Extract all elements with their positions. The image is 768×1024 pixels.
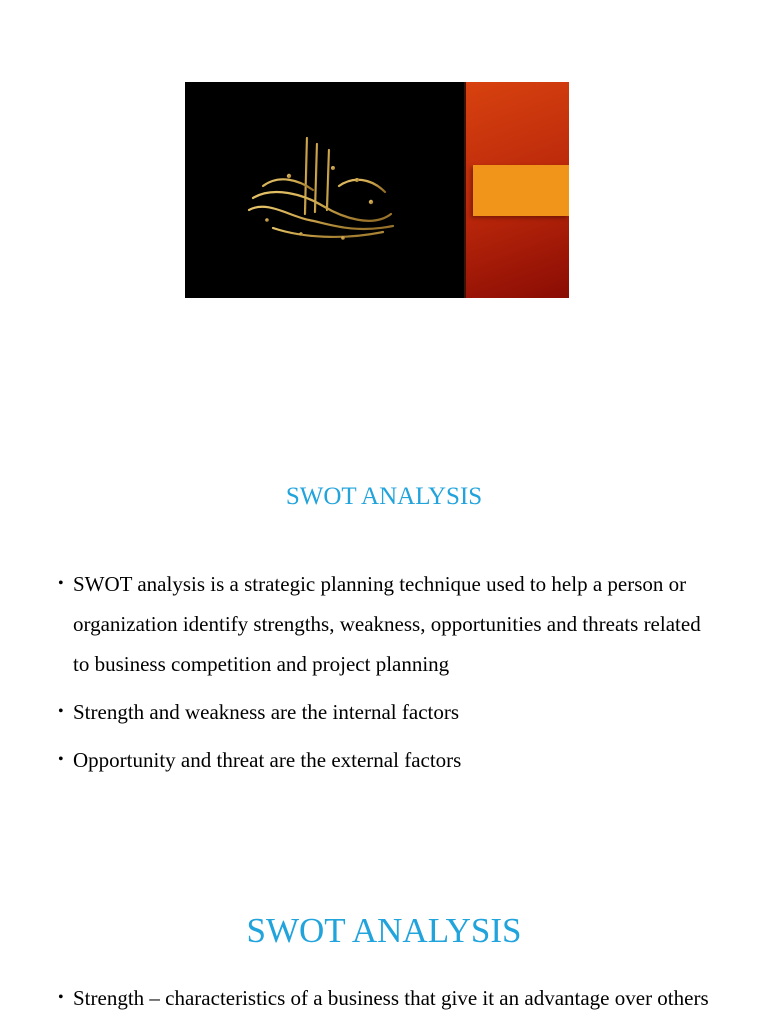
section-2-bullet-list	[58, 983, 718, 1013]
list-item	[58, 983, 718, 1013]
list-item	[58, 740, 718, 780]
list-item	[58, 564, 718, 684]
header-image	[185, 82, 569, 298]
section-1-bullet-list	[58, 564, 718, 780]
bullet-text: Opportunity and threat are the external factors	[73, 748, 462, 772]
list-item	[58, 692, 718, 732]
bullet-icon: •	[58, 575, 64, 592]
section-2-heading: SWOT ANALYSIS	[246, 911, 522, 950]
bullet-icon: •	[58, 989, 64, 1006]
bismillah-calligraphy-icon	[243, 116, 403, 246]
bullet-icon: •	[58, 703, 64, 720]
bullet-text: SWOT analysis is a strategic planning technique used to help a person or organization identify strengths, weakness, opportunities and threats related to business competition and project planning	[73, 572, 701, 676]
bullet-text: Strength and weakness are the internal factors	[73, 700, 460, 724]
bullet-icon: •	[58, 751, 64, 768]
bullet-text: Strength – characteristics of a business that give it an advantage over others	[73, 986, 709, 1010]
amber-accent-bar	[473, 165, 569, 216]
section-1-heading: SWOT ANALYSIS	[285, 483, 483, 510]
